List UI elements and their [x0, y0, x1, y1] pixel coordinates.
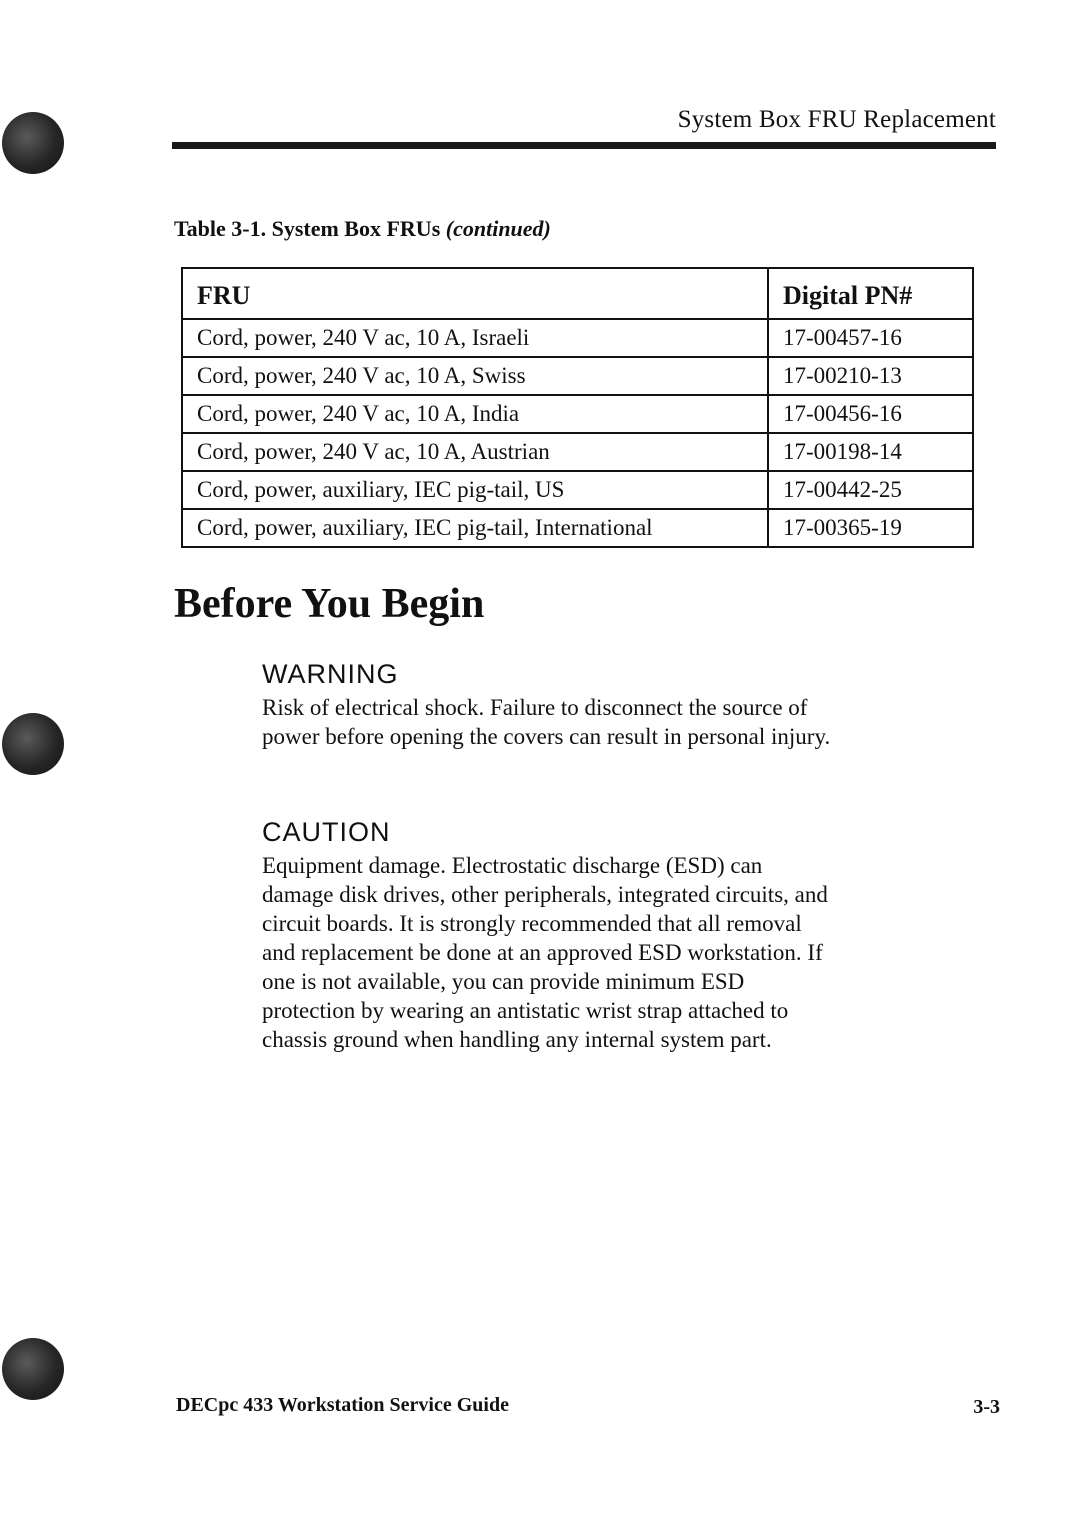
fru-cell: Cord, power, 240 V ac, 10 A, Israeli	[182, 319, 768, 357]
header-rule	[172, 142, 996, 149]
table-row	[182, 509, 973, 547]
table-row	[182, 433, 973, 471]
part-number-cell: 17-00198-14	[768, 433, 973, 471]
fru-cell: Cord, power, 240 V ac, 10 A, Austrian	[182, 433, 768, 471]
column-header-part-number: Digital PN#	[768, 268, 973, 319]
table-row	[182, 395, 973, 433]
fru-cell: Cord, power, 240 V ac, 10 A, Swiss	[182, 357, 768, 395]
part-number-cell: 17-00365-19	[768, 509, 973, 547]
table-caption-label: Table 3-1. System Box FRUs	[174, 216, 441, 241]
fru-cell: Cord, power, auxiliary, IEC pig-tail, International	[182, 509, 768, 547]
fru-table	[181, 267, 974, 548]
part-number-cell: 17-00442-25	[768, 471, 973, 509]
table-caption-note: (continued)	[445, 216, 551, 241]
fru-cell: Cord, power, auxiliary, IEC pig-tail, US	[182, 471, 768, 509]
part-number-cell: 17-00210-13	[768, 357, 973, 395]
running-header: System Box FRU Replacement	[677, 106, 996, 133]
table-caption	[174, 216, 551, 242]
section-heading: Before You Begin	[174, 581, 485, 627]
caution-title: CAUTION	[262, 817, 391, 847]
table-header-row	[182, 268, 973, 319]
fru-cell: Cord, power, 240 V ac, 10 A, India	[182, 395, 768, 433]
table-row	[182, 471, 973, 509]
binder-hole-top	[2, 112, 64, 174]
caution-text: Equipment damage. Electrostatic discharge (ESD) can damage disk drives, other peripherals, integrated circuits, and circuit boards. It is strongly recommended that all removal and replacement be done at an approved ESD workstation. If one is not available, you can provide minimum ESD protection by wearing an antistatic wrist strap attached to chassis ground when handling any internal system part.	[262, 853, 828, 1052]
warning-text: Risk of electrical shock. Failure to disconnect the source of power before opening the covers can result in personal injury.	[262, 695, 831, 749]
column-header-fru: FRU	[182, 268, 768, 319]
table-row	[182, 319, 973, 357]
footer-title: DECpc 433 Workstation Service Guide	[176, 1394, 509, 1416]
binder-hole-bottom	[2, 1338, 64, 1400]
part-number-cell: 17-00457-16	[768, 319, 973, 357]
part-number-cell: 17-00456-16	[768, 395, 973, 433]
warning-title: WARNING	[262, 659, 399, 689]
binder-hole-middle	[2, 713, 64, 775]
table-row	[182, 357, 973, 395]
page-number: 3-3	[973, 1396, 1000, 1418]
